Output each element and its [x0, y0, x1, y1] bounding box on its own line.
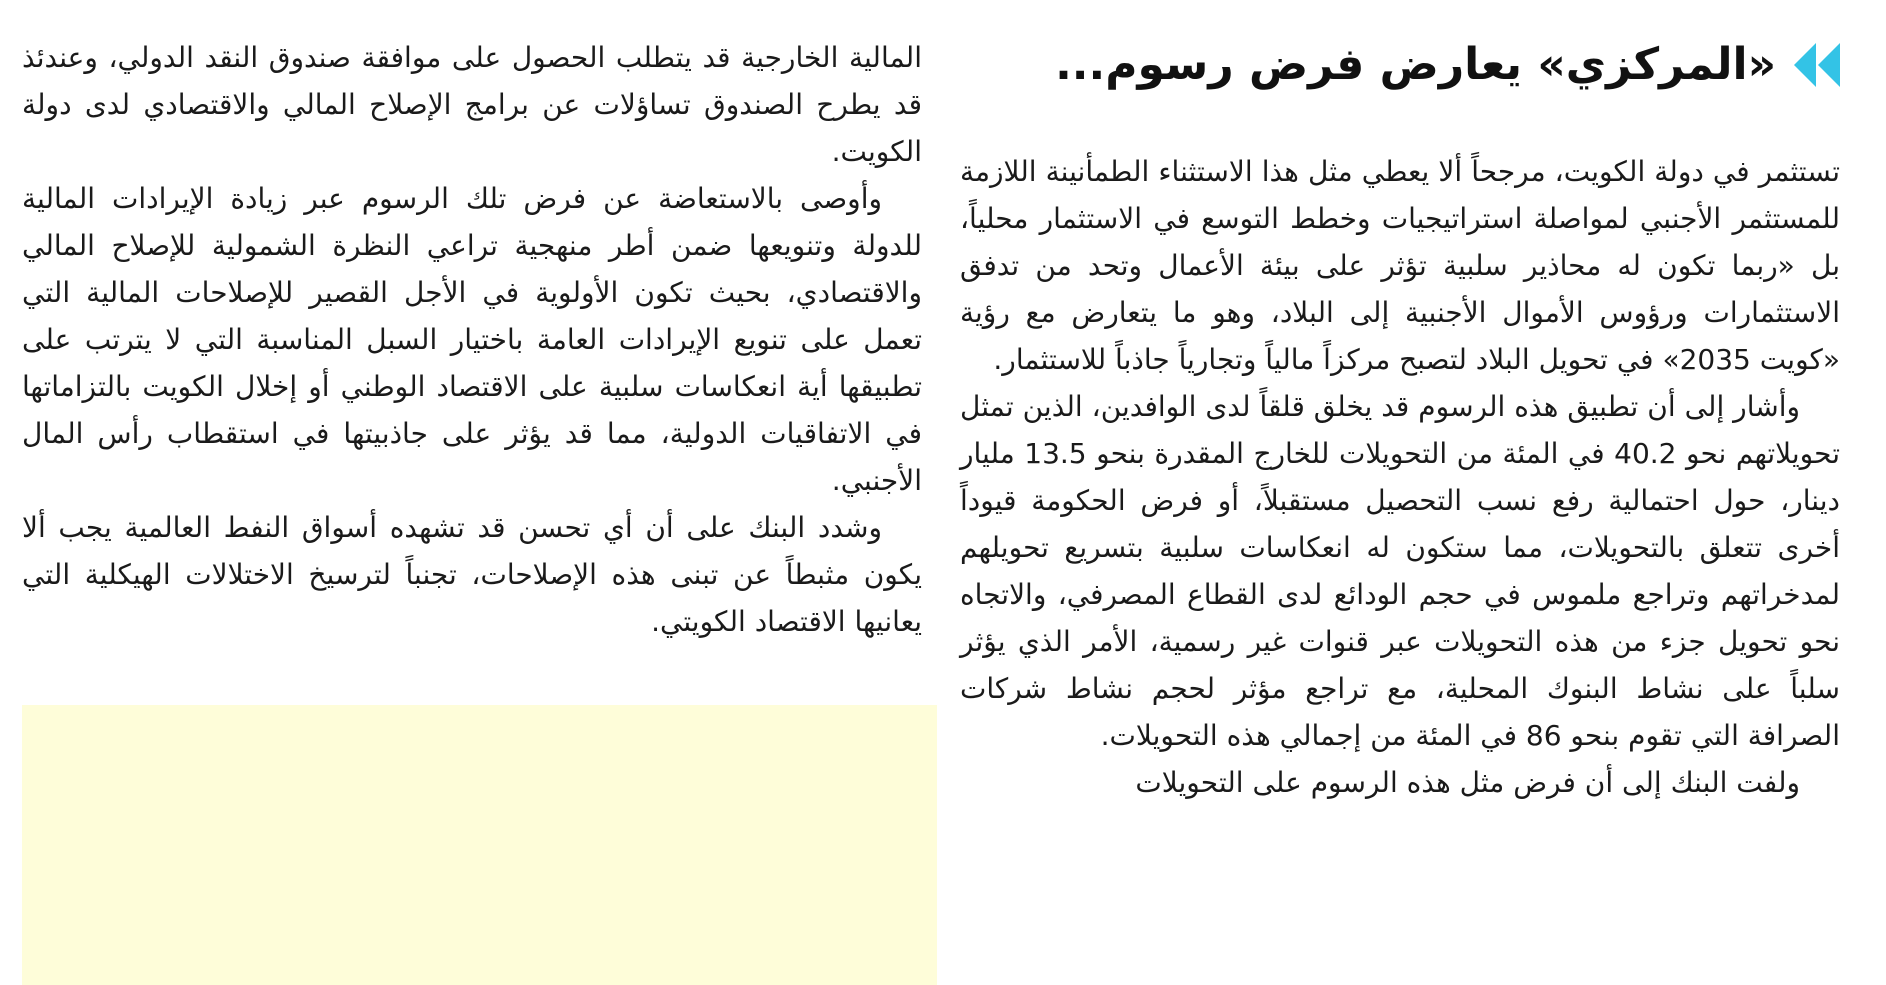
left-paragraph-3: وشدد البنك على أن أي تحسن قد تشهده أسواق النفط العالمية يجب ألا يكون مثبطاً عن تبنى هذه الإصلاحات، تجنباً لترسيخ الاختلالات الهيكلية التي يعانيها الاقتصاد الكويتي.	[22, 511, 922, 638]
headline-text: «المركزي» يعارض فرض رسوم...	[1055, 39, 1776, 90]
right-paragraph-2: وأشار إلى أن تطبيق هذه الرسوم قد يخلق قلقاً لدى الوافدين، الذين تمثل تحويلاتهم نحو 40.2 في المئة من التحويلات للخارج المقدرة بنحو 13.5 مليار دينار، حول احتمالية رفع نسب التحصيل مستقبلاً، أو فرض الحكومة قيوداً أخرى تتعلق بالتحويلات، مما ستكون له انعكاسات سلبية بتسريع تحويلهم لمدخراتهم وتراجع ملموس في حجم الودائع لدى القطاع المصرفي، والاتجاه نحو تحويل جزء من هذه التحويلات عبر قنوات غير رسمية، الأمر الذي يؤثر سلباً على نشاط البنوك المحلية، مع تراجع مؤثر لحجم نشاط شركات الصرافة التي تقوم بنحو 86 في المئة من إجمالي هذه التحويلات.	[960, 390, 1840, 752]
right-paragraph-1: تستثمر في دولة الكويت، مرجحاً ألا يعطي مثل هذا الاستثناء الطمأنينة اللازمة للمستثمر الأجنبي لمواصلة استراتيجيات وخطط التوسع في الاستثمار محلياً، بل «ربما تكون له محاذير سلبية تؤثر على بيئة الأعمال وتحد من تدفق الاستثمارات ورؤوس الأموال الأجنبية إلى البلاد، وهو ما يتعارض مع رؤية «كويت 2035» في تحويل البلاد لتصبح مركزاً مالياً وتجارياً جاذباً للاستثمار.	[960, 155, 1840, 376]
left-column	[22, 34, 922, 645]
article-headline	[960, 30, 1840, 100]
chevron-icon	[1794, 43, 1816, 87]
advertisement-placeholder	[22, 705, 937, 985]
chevron-icon	[1818, 43, 1840, 87]
left-paragraph-1: المالية الخارجية قد يتطلب الحصول على موافقة صندوق النقد الدولي، وعندئذ قد يطرح الصندوق تساؤلات عن برامج الإصلاح المالي والاقتصادي لدى دولة الكويت.	[22, 41, 922, 168]
double-chevron-left-icon	[1794, 43, 1840, 87]
right-paragraph-3: ولفت البنك إلى أن فرض مثل هذه الرسوم على التحويلات	[1135, 766, 1800, 799]
left-paragraph-2: وأوصى بالاستعاضة عن فرض تلك الرسوم عبر زيادة الإيرادات المالية للدولة وتنويعها ضمن أطر منهجية تراعي النظرة الشمولية للإصلاح المالي والاقتصادي، بحيث تكون الأولوية في الأجل القصير للإصلاحات المالية التي تعمل على تنويع الإيرادات العامة باختيار السبل المناسبة التي لا يترتب على تطبيقها أية انعكاسات سلبية على الاقتصاد الوطني أو إخلال الكويت بالتزاماتها في الاتفاقيات الدولية، مما قد يؤثر على جاذبيتها في استقطاب رأس المال الأجنبي.	[22, 182, 922, 497]
right-column	[960, 30, 1840, 806]
